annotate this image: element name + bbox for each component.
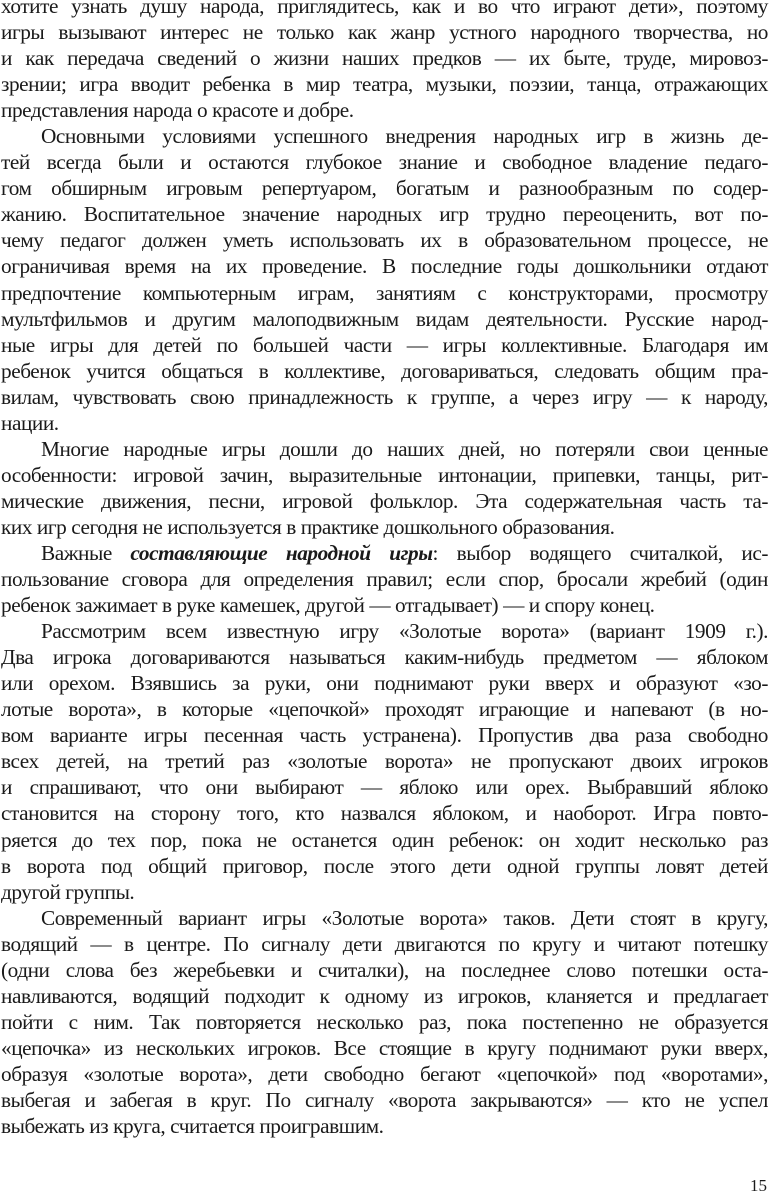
text-line: образуя «золотые ворота», дети свободно бегают «цепочкой» под «воротами», xyxy=(1,1061,768,1086)
text-line: Рассмотрим всем известную игру «Золотые ворота» (вариант 1909 г.). xyxy=(41,619,768,644)
page-number: 15 xyxy=(750,1176,767,1195)
body-text xyxy=(1,0,768,1139)
text-line: другой группы. xyxy=(1,879,135,904)
text-run: : выбор водящего считалкой, ис- xyxy=(432,540,768,565)
text-line: Многие народные игры дошли до наших дней, но потеряли свои ценные xyxy=(41,436,768,461)
text-line: тей всегда были и остаются глубокое знание и свободное владение педаго- xyxy=(1,150,768,175)
text-line: Основными условиями успешного внедрения народных игр в жизнь де- xyxy=(41,124,768,149)
text-line: Два игрока договариваются называться каким-нибудь предметом — яблоком xyxy=(1,645,768,670)
text-line xyxy=(1,540,768,566)
text-line: и как передача сведений о жизни наших предков — их быте, труде, мировоз- xyxy=(1,46,768,71)
text-line: чему педагог должен уметь использовать их в образовательном процессе, не xyxy=(1,228,768,253)
text-line: гом обширным игровым репертуаром, богатым и разнообразным по содер- xyxy=(1,176,768,201)
text-line: всех детей, на третий раз «золотые ворота» не пропускают двоих игроков xyxy=(1,749,768,774)
text-line: «цепочка» из нескольких игроков. Все стоящие в кругу поднимают руки вверх, xyxy=(1,1035,768,1060)
text-line: особенности: игровой зачин, выразительные интонации, припевки, танцы, рит- xyxy=(1,462,768,487)
text-line: водящий — в центре. По сигналу дети двигаются по кругу и читают потешку xyxy=(1,931,768,956)
text-line: навливаются, водящий подходит к одному из игроков, кланяется и предлагает xyxy=(1,983,768,1008)
text-line: Современный вариант игры «Золотые ворота» таков. Дети стоят в кругу, xyxy=(41,905,768,930)
text-run: Важные xyxy=(41,540,131,565)
paragraph-2 xyxy=(1,123,768,436)
text-line: (одни слова без жеребьевки и считалки), на последнее слово потешки оста- xyxy=(1,957,768,982)
text-line: и спрашивают, что они выбирают — яблоко или орех. Выбравший яблоко xyxy=(1,775,768,800)
text-line: хотите узнать душу народа, приглядитесь, как и во что играют дети», поэтому xyxy=(1,0,768,18)
paragraph-5 xyxy=(1,618,768,905)
paragraph-4 xyxy=(1,540,768,618)
text-line: ребенок учится общаться в коллективе, договариваться, следовать общим пра- xyxy=(1,358,768,383)
paragraph-6 xyxy=(1,905,768,1139)
text-line: ряется до тех пор, пока не останется один ребенок: он ходит несколько раз xyxy=(1,827,768,852)
text-line: ные игры для детей по большей части — игры коллективные. Благодаря им xyxy=(1,332,768,357)
text-line: игры вызывают интерес не только как жанр устного народного творчества, но xyxy=(1,20,768,45)
text-line: мультфильмов и другим малоподвижным видам деятельности. Русские народ- xyxy=(1,306,768,331)
text-line: предпочтение компьютерным играм, занятиям с конструкторами, просмотру xyxy=(1,280,768,305)
text-line: вилам, чувствовать свою принадлежность к группе, а через игру — к народу, xyxy=(1,384,768,409)
text-line: в ворота под общий приговор, после этого дети одной группы ловят детей xyxy=(1,853,768,878)
text-line: нации. xyxy=(1,410,59,435)
text-line: вом варианте игры песенная часть устранена). Пропустив два раза свободно xyxy=(1,723,768,748)
text-line: пользование сговора для определения правил; если спор, бросали жребий (один xyxy=(1,567,768,592)
text-line: становится на сторону того, кто назвался яблоком, и наоборот. Игра повто- xyxy=(1,801,768,826)
text-line: представления народа о красоте и добре. xyxy=(1,98,354,123)
paragraph-3 xyxy=(1,436,768,540)
paragraph-1 xyxy=(1,0,768,123)
text-line: выбежать из круга, считается проигравшим. xyxy=(1,1114,384,1139)
text-line: пойти с ним. Так повторяется несколько раз, пока постепенно не образуется xyxy=(1,1009,768,1034)
text-line: жанию. Воспитательное значение народных игр трудно переоценить, вот по- xyxy=(1,202,768,227)
text-line: или орехом. Взявшись за руки, они поднимают руки вверх и образуют «зо- xyxy=(1,671,768,696)
emphasized-term: составляющие народной игры xyxy=(130,540,433,565)
text-line: ких игр сегодня не используется в практике дошкольного образования. xyxy=(1,514,615,539)
text-line: мические движения, песни, игровой фольклор. Эта содержательная часть та- xyxy=(1,488,768,513)
text-line: лотые ворота», в которые «цепочкой» проходят играющие и напевают (в но- xyxy=(1,697,768,722)
text-line: зрении; игра вводит ребенка в мир театра, музыки, поэзии, танца, отражающих xyxy=(1,72,768,97)
text-line: выбегая и забегая в круг. По сигналу «ворота закрываются» — кто не успел xyxy=(1,1087,768,1112)
text-line: ограничивая время на их проведение. В последние годы дошкольники отдают xyxy=(1,254,768,279)
text-line: ребенок зажимает в руке камешек, другой — отгадывает) — и спору конец. xyxy=(1,593,655,618)
